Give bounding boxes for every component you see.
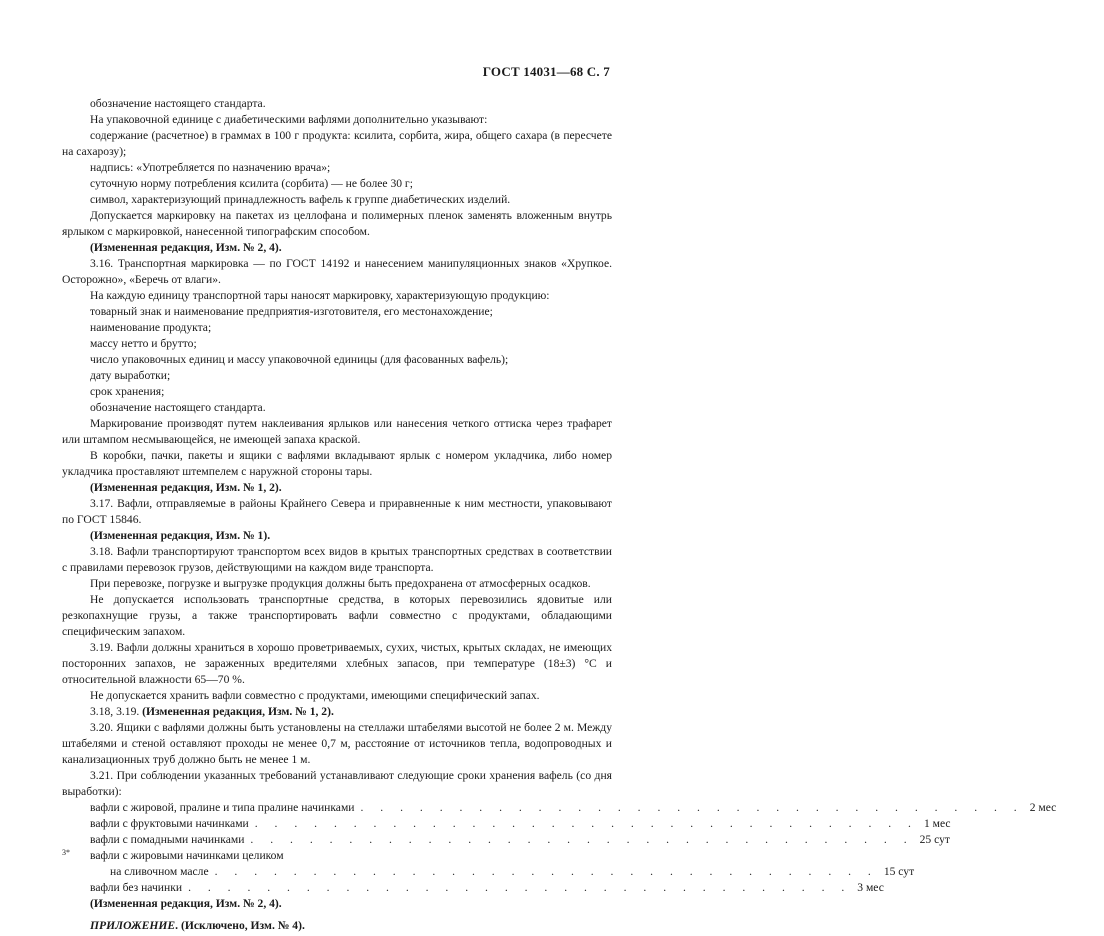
amendment-note: (Измененная редакция, Изм. № 1, 2). — [142, 705, 334, 718]
product-name: вафли с помадными начинками — [90, 833, 245, 846]
shelf-life-value: 15 сут — [883, 865, 915, 878]
amendment-line — [62, 704, 612, 720]
list-item: наименование продукта; — [90, 321, 212, 334]
page-footer-mark: 3* — [62, 848, 70, 857]
clause-ref: 3.18, 3.19. — [90, 705, 143, 718]
clause-3-21: 3.21. При соблюдении указанных требований устанавливают следующие сроки хранения вафель (со дня выработки): — [62, 769, 612, 798]
shelf-life-value: 3 мес — [857, 881, 884, 894]
product-name: вафли без начинки — [90, 881, 183, 894]
list-item: массу нетто и брутто; — [90, 337, 197, 350]
document-body — [62, 96, 1057, 934]
shelf-life-row — [62, 816, 951, 832]
appendix-title: ПРИЛОЖЕНИЕ — [90, 919, 176, 932]
page-header: ГОСТ 14031—68 С. 7 — [482, 64, 610, 79]
paragraph: Допускается маркировку на пакетах из целлофана и полимерных пленок заменять вложенным внутрь ярлыком с маркировкой, нанесенной типографским способом. — [62, 209, 612, 238]
leader-dots: . . . . . . . . . . . . . . . . . . . . . . . . . . . . . . . . . . — [214, 865, 878, 878]
list-item: число упаковочных единиц и массу упаковочной единицы (для фасованных вафель); — [90, 353, 509, 366]
leader-dots: . . . . . . . . . . . . . . . . . . . . . . . . . . . . . . . . . . — [188, 881, 852, 894]
list-item: срок хранения; — [90, 385, 165, 398]
paragraph: суточную норму потребления ксилита (сорбита) — не более 30 г; — [90, 177, 413, 190]
appendix-status: . (Исключено, Изм. № 4). — [175, 919, 305, 932]
amendment-note: (Измененная редакция, Изм. № 2, 4). — [90, 897, 282, 910]
list-item: товарный знак и наименование предприятия-изготовителя, его местонахождение; — [90, 305, 493, 318]
clause-3-18: 3.18. Вафли транспортируют транспортом всех видов в крытых транспортных средствах в соответствии с правилами перевозок грузов, действующими на каждом виде транспорта. — [62, 545, 612, 574]
paragraph: содержание (расчетное) в граммах в 100 г продукта: ксилита, сорбита, жира, общего сахара (в пересчете на сахарозу); — [62, 129, 612, 158]
clause-3-16: 3.16. Транспортная маркировка — по ГОСТ 14192 и нанесением манипуляционных знаков «Хрупкое. Осторожно», «Беречь от влаги». — [62, 257, 612, 286]
shelf-life-list — [62, 800, 1057, 896]
leader-dots: . . . . . . . . . . . . . . . . . . . . . . . . . . . . . . . . . . — [360, 801, 1024, 814]
amendment-note: (Измененная редакция, Изм. № 1, 2). — [90, 481, 282, 494]
paragraph: обозначение настоящего стандарта. — [90, 97, 266, 110]
leader-dots: . . . . . . . . . . . . . . . . . . . . . . . . . . . . . . . . . . — [254, 817, 918, 830]
product-name: вафли с фруктовыми начинками — [90, 817, 249, 830]
product-name: вафли с жировой, пралине и типа пралине начинками — [90, 801, 355, 814]
amendment-note: (Измененная редакция, Изм. № 2, 4). — [90, 241, 282, 254]
shelf-life-row — [62, 848, 482, 864]
clause-3-20: 3.20. Ящики с вафлями должны быть установлены на стеллажи штабелями высотой не более 2 м. Между штабелями и стеной оставляют проходы не менее 0,7 м, расстояние от источников тепла, водопроводных и канализационных труб должно быть не менее 1 м. — [62, 721, 612, 766]
list-item: обозначение настоящего стандарта. — [90, 401, 266, 414]
paragraph: На каждую единицу транспортной тары наносят маркировку, характеризующую продукцию: — [90, 289, 550, 302]
paragraph: В коробки, пачки, пакеты и ящики с вафлями вкладывают ярлык с номером укладчика, либо номер укладчика проставляют штемпелем с наружной стороны тары. — [62, 449, 612, 478]
shelf-life-row — [62, 880, 884, 896]
paragraph: Маркирование производят путем наклеивания ярлыков или нанесения четкого оттиска через трафарет или штампом несмывающейся, не имеющей запаха краской. — [62, 417, 612, 446]
clause-3-17: 3.17. Вафли, отправляемые в районы Крайнего Севера и приравненные к ним местности, упаковывают по ГОСТ 15846. — [62, 497, 612, 526]
appendix-note — [62, 918, 612, 934]
paragraph: символ, характеризующий принадлежность вафель к группе диабетических изделий. — [90, 193, 511, 206]
product-name: вафли с жировыми начинками целиком — [90, 849, 284, 862]
shelf-life-row — [62, 832, 950, 848]
amendment-note: (Измененная редакция, Изм. № 1). — [90, 529, 271, 542]
shelf-life-value: 2 мес — [1029, 801, 1057, 814]
paragraph: При перевозке, погрузке и выгрузке продукция должны быть предохранена от атмосферных осадков. — [90, 577, 591, 590]
paragraph: Не допускается хранить вафли совместно с продуктами, имеющими специфический запах. — [90, 689, 540, 702]
leader-dots: . . . . . . . . . . . . . . . . . . . . . . . . . . . . . . . . . . — [250, 833, 914, 846]
paragraph: Не допускается использовать транспортные средства, в которых перевозились ядовитые или резкопахнущие грузы, а также транспортировать вафли совместно с продуктами, обладающими специфическим запахом. — [62, 593, 612, 638]
paragraph: надпись: «Употребляется по назначению врача»; — [90, 161, 331, 174]
shelf-life-value: 25 сут — [919, 833, 950, 846]
shelf-life-row — [62, 864, 915, 880]
clause-3-19: 3.19. Вафли должны храниться в хорошо проветриваемых, сухих, чистых, крытых складах, не имеющих посторонних запахов, не зараженных вредителями хлебных запасов, при температуре (18±3) °С и относительной влажности 65—70 %. — [62, 641, 612, 686]
paragraph: На упаковочной единице с диабетическими вафлями дополнительно указывают: — [90, 113, 488, 126]
shelf-life-value: 1 мес — [923, 817, 951, 830]
shelf-life-row — [62, 800, 1057, 816]
list-item: дату выработки; — [90, 369, 171, 382]
product-name: на сливочном масле — [110, 865, 209, 878]
